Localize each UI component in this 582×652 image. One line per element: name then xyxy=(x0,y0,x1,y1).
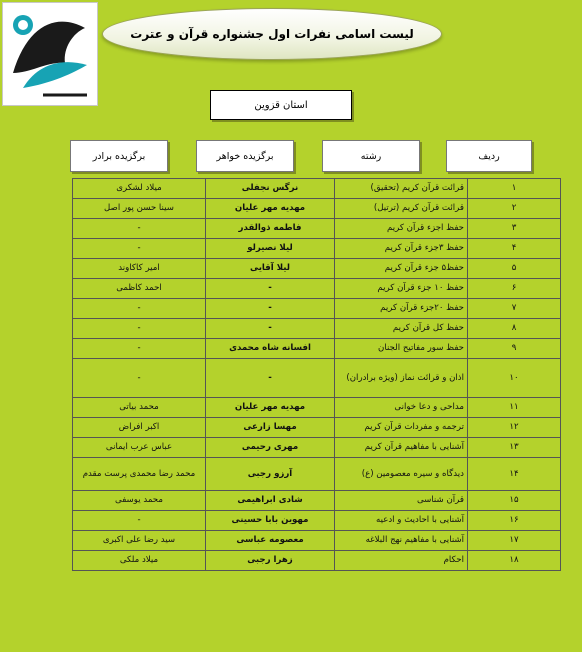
table-row xyxy=(73,398,561,418)
row-number-cell: ۷ xyxy=(468,299,561,319)
row-number-cell: ۱۳ xyxy=(468,438,561,458)
table-row xyxy=(73,299,561,319)
table-row xyxy=(73,531,561,551)
table-row xyxy=(73,359,561,398)
table-row xyxy=(73,511,561,531)
row-number-cell: ۸ xyxy=(468,319,561,339)
field-cell: حفظ۵ جزء قرآن کریم xyxy=(335,259,468,279)
header-brother-winner: برگزیده برادر xyxy=(70,140,168,172)
brother-winner-cell: - xyxy=(73,339,206,359)
brother-winner-cell: - xyxy=(73,239,206,259)
sister-winner-cell: افسانه شاه محمدی xyxy=(206,339,335,359)
brother-winner-cell: - xyxy=(73,219,206,239)
table-row xyxy=(73,418,561,438)
row-number-cell: ۱۸ xyxy=(468,551,561,571)
brother-winner-cell: - xyxy=(73,359,206,398)
brother-winner-cell: - xyxy=(73,299,206,319)
table-row xyxy=(73,438,561,458)
brother-winner-cell: میلاد لشکری xyxy=(73,179,206,199)
sister-winner-cell: لیلا نصیرلو xyxy=(206,239,335,259)
field-cell: حفظ ۲۰جزء قرآن کریم xyxy=(335,299,468,319)
sister-winner-cell: - xyxy=(206,299,335,319)
brother-winner-cell: امیر کاکاوند xyxy=(73,259,206,279)
brother-winner-cell: محمد بیاتی xyxy=(73,398,206,418)
row-number-cell: ۶ xyxy=(468,279,561,299)
sister-winner-cell: - xyxy=(206,279,335,299)
brother-winner-cell: احمد کاظمی xyxy=(73,279,206,299)
field-cell: مداحی و دعا خوانی xyxy=(335,398,468,418)
sister-winner-cell: نرگس نجفلی xyxy=(206,179,335,199)
page-title: لیست اسامی نفرات اول جشنواره قرآن و عترت xyxy=(102,8,442,60)
field-cell: قرآن شناسی xyxy=(335,491,468,511)
field-cell: حفظ ۳جزء قرآن کریم xyxy=(335,239,468,259)
row-number-cell: ۱ xyxy=(468,179,561,199)
field-cell: آشنایی با مفاهیم قرآن کریم xyxy=(335,438,468,458)
field-cell: احکام xyxy=(335,551,468,571)
brother-winner-cell: عباس عرب ایمانی xyxy=(73,438,206,458)
table-row xyxy=(73,279,561,299)
province-label: استان قزوین xyxy=(210,90,352,120)
sister-winner-cell: آرزو رجبی xyxy=(206,458,335,491)
brother-winner-cell: - xyxy=(73,319,206,339)
brother-winner-cell: اکبر افراض xyxy=(73,418,206,438)
festival-logo-graphic xyxy=(3,3,97,105)
table-row xyxy=(73,199,561,219)
field-cell: اذان و قرائت نماز (ویژه برادران) xyxy=(335,359,468,398)
header-field: رشته xyxy=(322,140,420,172)
row-number-cell: ۳ xyxy=(468,219,561,239)
header-sister-winner: برگزیده خواهر xyxy=(196,140,294,172)
brother-winner-cell: - xyxy=(73,511,206,531)
field-cell: حفظ کل قرآن کریم xyxy=(335,319,468,339)
table-row xyxy=(73,259,561,279)
table-row xyxy=(73,219,561,239)
brother-winner-cell: سید رضا علی اکبری xyxy=(73,531,206,551)
header-row-number: ردیف xyxy=(446,140,532,172)
sister-winner-cell: فاطمه ذوالقدر xyxy=(206,219,335,239)
field-cell: آشنایی با احادیث و ادعیه xyxy=(335,511,468,531)
table-row xyxy=(73,551,561,571)
field-cell: قرائت قرآن کریم (ترتیل) xyxy=(335,199,468,219)
sister-winner-cell: - xyxy=(206,319,335,339)
sister-winner-cell: معصومه عباسی xyxy=(206,531,335,551)
brother-winner-cell: محمد یوسفی xyxy=(73,491,206,511)
row-number-cell: ۱۴ xyxy=(468,458,561,491)
row-number-cell: ۹ xyxy=(468,339,561,359)
row-number-cell: ۱۷ xyxy=(468,531,561,551)
field-cell: دیدگاه و سیره معصومین (ع) xyxy=(335,458,468,491)
sister-winner-cell: مهری رحیمی xyxy=(206,438,335,458)
table-row xyxy=(73,239,561,259)
sister-winner-cell: مهوین بابا حسینی xyxy=(206,511,335,531)
field-cell: آشنایی با مفاهیم نهج البلاغه xyxy=(335,531,468,551)
brother-winner-cell: محمد رضا محمدی پرست مقدم xyxy=(73,458,206,491)
table-row xyxy=(73,458,561,491)
row-number-cell: ۱۶ xyxy=(468,511,561,531)
field-cell: حفظ سور مفاتیح الجنان xyxy=(335,339,468,359)
field-cell: حفظ ۱۰ جزء قرآن کریم xyxy=(335,279,468,299)
row-number-cell: ۱۵ xyxy=(468,491,561,511)
table-row xyxy=(73,339,561,359)
sister-winner-cell: مهدیه مهر علیان xyxy=(206,199,335,219)
sister-winner-cell: شادی ابراهیمی xyxy=(206,491,335,511)
table-row xyxy=(73,179,561,199)
table-row xyxy=(73,491,561,511)
row-number-cell: ۲ xyxy=(468,199,561,219)
sister-winner-cell: مهدیه مهر علیان xyxy=(206,398,335,418)
field-cell: قرائت قرآن کریم (تحقیق) xyxy=(335,179,468,199)
sister-winner-cell: مهسا زارعی xyxy=(206,418,335,438)
row-number-cell: ۱۰ xyxy=(468,359,561,398)
row-number-cell: ۱۲ xyxy=(468,418,561,438)
row-number-cell: ۴ xyxy=(468,239,561,259)
table-row xyxy=(73,319,561,339)
field-cell: حفظ اجزء قرآن کریم xyxy=(335,219,468,239)
sister-winner-cell: - xyxy=(206,359,335,398)
row-number-cell: ۵ xyxy=(468,259,561,279)
field-cell: ترجمه و مفردات قرآن کریم xyxy=(335,418,468,438)
row-number-cell: ۱۱ xyxy=(468,398,561,418)
brother-winner-cell: میلاد ملکی xyxy=(73,551,206,571)
brother-winner-cell: سینا حسن پور اصل xyxy=(73,199,206,219)
sister-winner-cell: لیلا آقایی xyxy=(206,259,335,279)
winners-table xyxy=(72,178,561,571)
festival-logo xyxy=(2,2,98,106)
sister-winner-cell: زهرا رجبی xyxy=(206,551,335,571)
